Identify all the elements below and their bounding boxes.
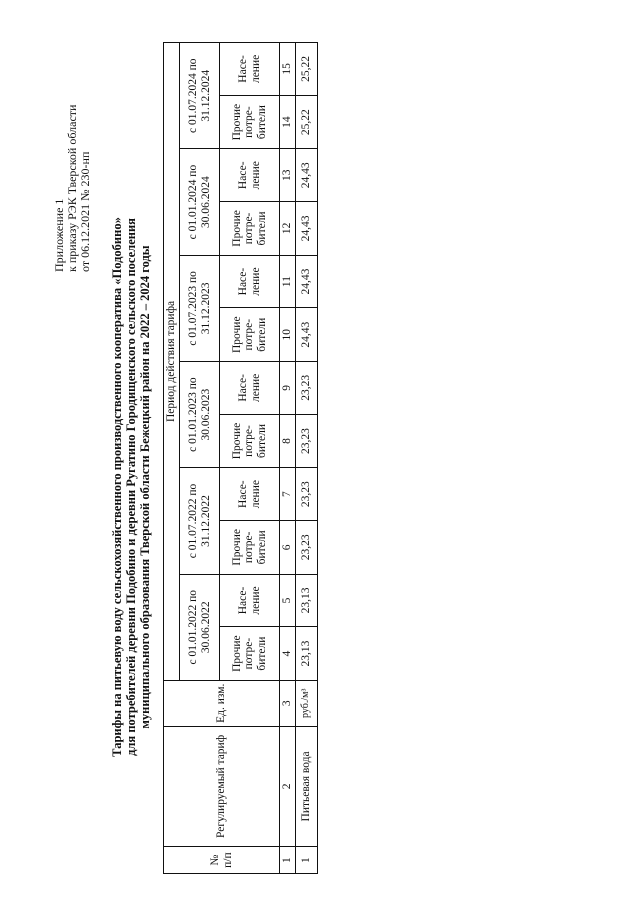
row-value: 24,43 [296,202,318,256]
header-population: Насе-ление [220,468,280,521]
row-value: 23,23 [296,468,318,521]
document-title [110,142,152,832]
column-number: 14 [280,95,296,149]
header-other-consumers: Прочие потре-бители [220,202,280,256]
header-period: с 01.07.2024 по 31.12.2024 [180,43,220,149]
column-number: 12 [280,202,296,256]
row-value: 24,43 [296,149,318,202]
row-value: 23,23 [296,362,318,415]
column-number: 1 [280,847,296,874]
column-number: 13 [280,149,296,202]
column-number: 4 [280,627,296,681]
row-value: 25,22 [296,43,318,96]
appendix-line-1: Приложение 1 [52,198,66,272]
title-line-2: для потребителей деревни Подобино и деревни Ругатино Городищенского сельского поселения [124,218,138,756]
column-number: 9 [280,362,296,415]
rotated-sheet [10,12,630,892]
table-row [296,43,318,874]
header-period: с 01.07.2023 по 31.12.2023 [180,255,220,361]
header-unit: Ед. изм. [164,680,280,726]
row-no: 1 [296,847,318,874]
appendix-note [53,32,92,272]
row-value: 23,13 [296,574,318,627]
header-period: с 01.01.2023 по 30.06.2023 [180,362,220,468]
row-unit: руб./м³ [296,680,318,726]
header-tariff: Регулируемый тариф [164,726,280,847]
column-number: 2 [280,726,296,847]
header-population: Насе-ление [220,255,280,308]
row-value: 24,43 [296,308,318,362]
header-other-consumers: Прочие потре-бители [220,521,280,575]
header-population: Насе-ление [220,149,280,202]
header-other-consumers: Прочие потре-бители [220,627,280,681]
tariff-table [163,42,318,874]
row-value: 24,43 [296,255,318,308]
column-number: 8 [280,414,296,468]
header-other-consumers: Прочие потре-бители [220,414,280,468]
header-period: с 01.01.2022 по 30.06.2022 [180,574,220,680]
header-period: с 01.01.2024 по 30.06.2024 [180,149,220,255]
header-other-consumers: Прочие потре-бители [220,308,280,362]
column-number: 3 [280,680,296,726]
header-period: с 01.07.2022 по 31.12.2022 [180,468,220,574]
header-population: Насе-ление [220,43,280,96]
header-population: Насе-ление [220,362,280,415]
header-other-consumers: Прочие потре-бители [220,95,280,149]
column-number: 7 [280,468,296,521]
column-number-row [280,43,296,874]
row-value: 23,23 [296,414,318,468]
title-line-1: Тарифы на питьевую воду сельскохозяйственного производственного кооператива «Подобино» [110,217,124,757]
row-tariff-name: Питьевая вода [296,726,318,847]
column-number: 15 [280,43,296,96]
appendix-line-3: от 06.12.2021 № 230-нп [78,151,92,272]
column-number: 6 [280,521,296,575]
title-line-3: муниципального образования Тверской области Бежецкий район на 2022 – 2024 годы [138,245,152,729]
header-population: Насе-ление [220,574,280,627]
column-number: 5 [280,574,296,627]
appendix-line-2: к приказу РЭК Тверской области [65,104,79,272]
header-no: № п/п [164,847,280,874]
row-value: 23,13 [296,627,318,681]
column-number: 10 [280,308,296,362]
row-value: 23,23 [296,521,318,575]
header-period-group: Период действия тарифа [164,43,180,681]
column-number: 11 [280,255,296,308]
row-value: 25,22 [296,95,318,149]
